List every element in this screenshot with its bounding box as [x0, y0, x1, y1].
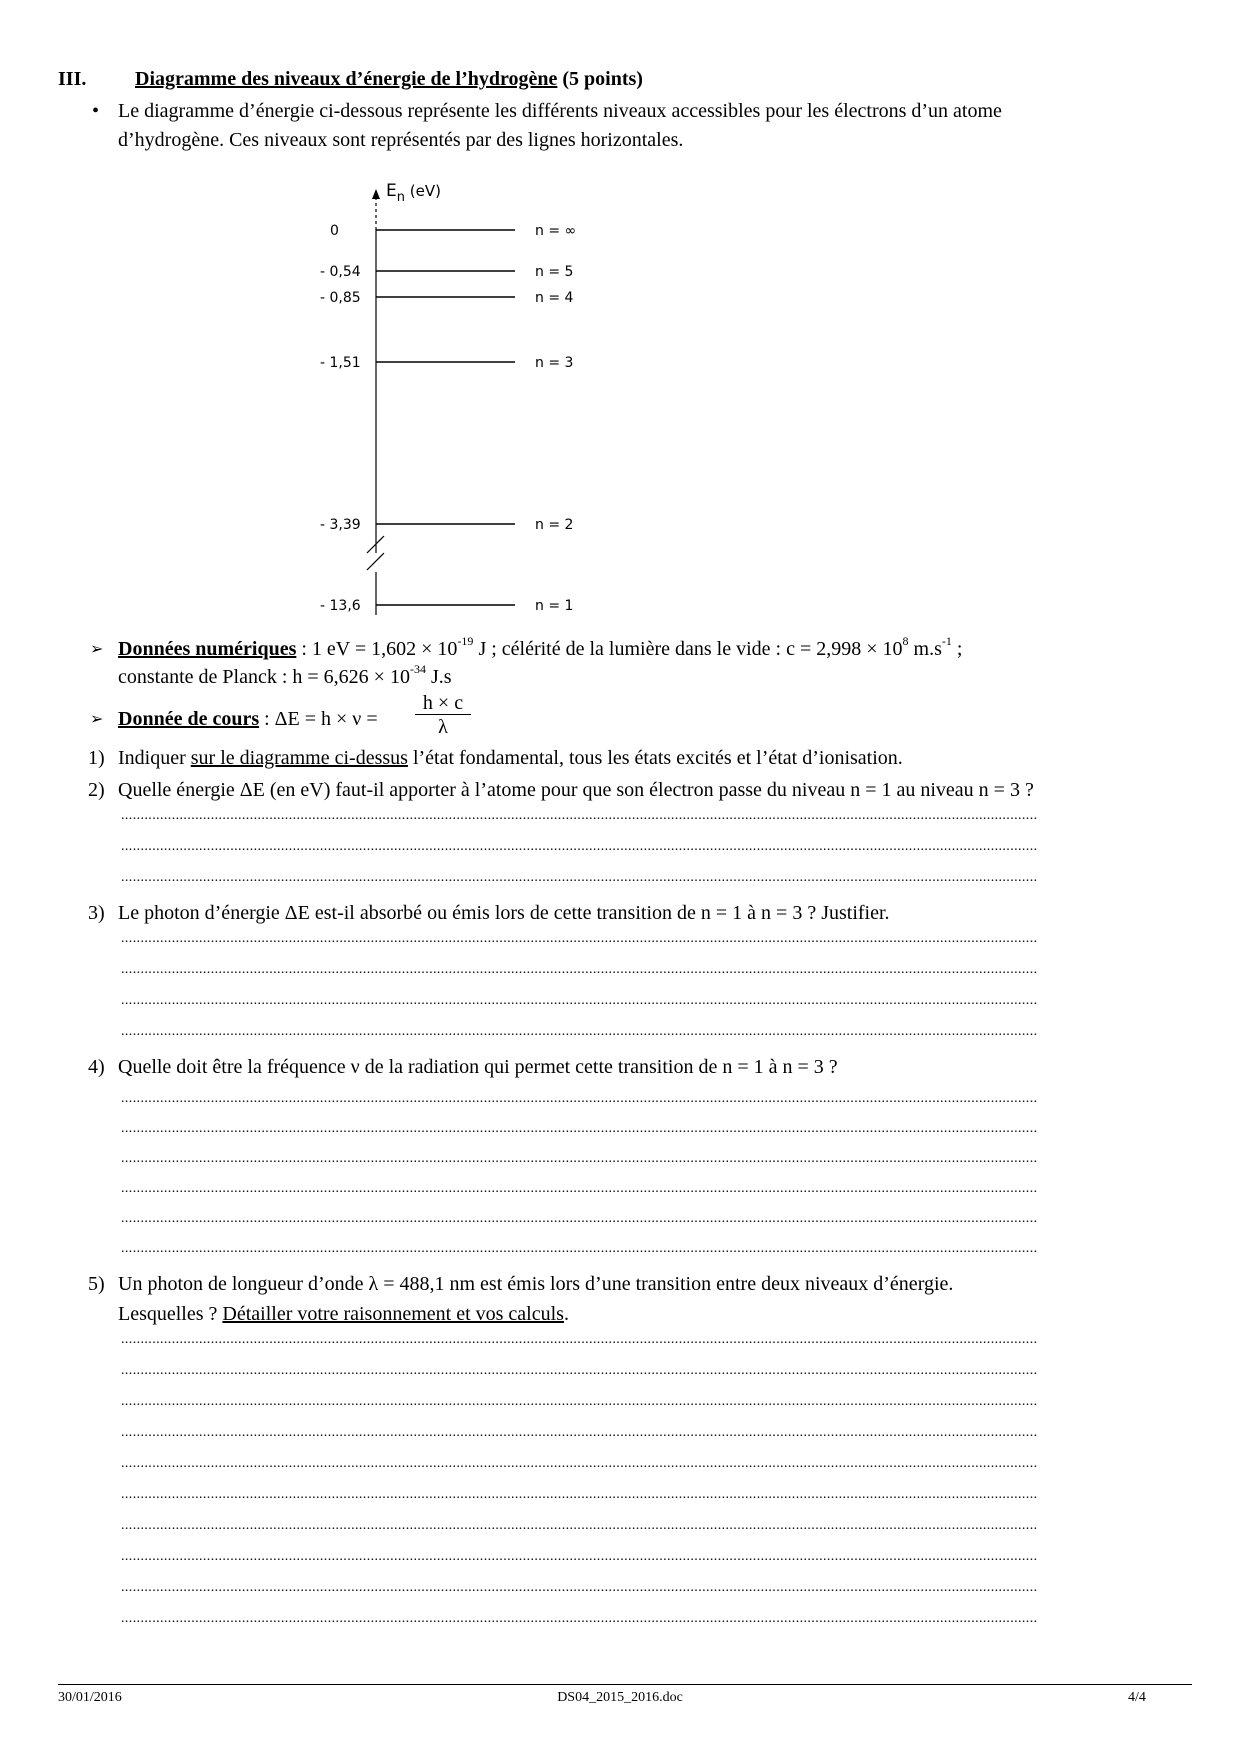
answer-line[interactable]: ...........................................................................................................................................................................................................................................: [121, 1611, 1038, 1626]
answer-line[interactable]: ...........................................................................................................................................................................................................................................: [121, 1181, 1038, 1196]
svg-text:n = ∞: n = ∞: [535, 223, 577, 239]
fraction-numerator: h × c: [415, 692, 471, 715]
answer-line[interactable]: ...........................................................................................................................................................................................................................................: [121, 1241, 1038, 1256]
svg-text:n = 3: n = 3: [535, 355, 574, 371]
arrow-bullet-icon: ➢: [90, 711, 104, 728]
section-title: Diagramme des niveaux d’énergie de l’hydrogène: [135, 68, 558, 90]
svg-text:0: 0: [330, 223, 339, 239]
svg-text:n = 4: n = 4: [535, 290, 574, 306]
answer-line[interactable]: ...........................................................................................................................................................................................................................................: [121, 993, 1038, 1008]
svg-text:n = 5: n = 5: [535, 264, 574, 280]
answer-line[interactable]: ...........................................................................................................................................................................................................................................: [121, 1332, 1038, 1347]
level-n-3: [320, 355, 573, 371]
svg-text:- 13,6: - 13,6: [320, 598, 361, 614]
answer-line[interactable]: ...........................................................................................................................................................................................................................................: [121, 1456, 1038, 1471]
footer-date: 30/01/2016: [58, 1690, 122, 1705]
answer-line[interactable]: ...........................................................................................................................................................................................................................................: [121, 1580, 1038, 1595]
answer-line[interactable]: ...........................................................................................................................................................................................................................................: [121, 808, 1038, 823]
energy-level-diagram: [0, 0, 1240, 640]
question-5-text-line-1: Un photon de longueur d’onde λ = 488,1 nm est émis lors d’une transition entre deux niveaux d’énergie.: [118, 1273, 954, 1295]
intro-line-2: d’hydrogène. Ces niveaux sont représentés par des lignes horizontales.: [118, 129, 684, 151]
answer-line[interactable]: ...........................................................................................................................................................................................................................................: [121, 1211, 1038, 1226]
question-number: 5): [88, 1273, 105, 1295]
course-data-line: Donnée de cours : ΔE = h × ν =: [118, 708, 378, 730]
level-n-5: [320, 264, 573, 280]
answer-line[interactable]: ...........................................................................................................................................................................................................................................: [121, 1091, 1038, 1106]
question-5-text-line-2: Lesquelles ? Détailler votre raisonnement et vos calculs.: [118, 1303, 569, 1325]
answer-line[interactable]: ...........................................................................................................................................................................................................................................: [121, 1121, 1038, 1136]
answer-line[interactable]: ...........................................................................................................................................................................................................................................: [121, 1487, 1038, 1502]
answer-line[interactable]: ...........................................................................................................................................................................................................................................: [121, 1024, 1038, 1039]
answer-line[interactable]: ...........................................................................................................................................................................................................................................: [121, 1425, 1038, 1440]
svg-text:n = 1: n = 1: [535, 598, 574, 614]
answer-line[interactable]: ...........................................................................................................................................................................................................................................: [121, 962, 1038, 977]
axis-arrow-icon: [372, 189, 380, 199]
arrow-bullet-icon: ➢: [90, 641, 104, 658]
svg-text:n = 2: n = 2: [535, 517, 574, 533]
axis-label: $E_n$ (eV): [386, 181, 441, 205]
answer-line[interactable]: ...........................................................................................................................................................................................................................................: [121, 839, 1038, 854]
answer-line[interactable]: ...........................................................................................................................................................................................................................................: [121, 870, 1038, 885]
fraction-denominator: λ: [438, 716, 448, 738]
footer-filename: DS04_2015_2016.doc: [557, 1690, 683, 1705]
svg-text:- 0,85: - 0,85: [320, 290, 361, 306]
bullet-icon: •: [92, 100, 100, 122]
planck-constant-line: constante de Planck : $h = 6,626 \times 10^{-34}$ J.s: [118, 662, 452, 688]
level-n-2: [320, 517, 573, 533]
answer-line[interactable]: ...........................................................................................................................................................................................................................................: [121, 931, 1038, 946]
formula-fraction: [415, 692, 471, 739]
answer-line[interactable]: ...........................................................................................................................................................................................................................................: [121, 1394, 1038, 1409]
question-number: 3): [88, 902, 105, 924]
numeric-data-line: Données numériques : 1 eV = $1,602 \times 10^{-19}$ J ; célérité de la lumière dans le vide : $c = 2,998 \times 10^8$ $m.s^{-1}$ ;: [118, 634, 963, 660]
question-4-text: Quelle doit être la fréquence ν de la radiation qui permet cette transition de n = 1 à n = 3 ?: [118, 1056, 838, 1078]
svg-text:- 3,39: - 3,39: [320, 517, 361, 533]
answer-line[interactable]: ...........................................................................................................................................................................................................................................: [121, 1363, 1038, 1378]
level-n-4: [320, 290, 574, 306]
level-n-infinity: [330, 223, 576, 239]
intro-line-1: Le diagramme d’énergie ci-dessous représente les différents niveaux accessibles pour les électrons d’un atome: [118, 100, 1002, 122]
footer-divider: [58, 1684, 1192, 1685]
answer-line[interactable]: ...........................................................................................................................................................................................................................................: [121, 1151, 1038, 1166]
level-n-1: [320, 598, 573, 614]
footer-page: 4/4: [1128, 1690, 1146, 1705]
section-number: III.: [58, 68, 87, 90]
svg-text:- 1,51: - 1,51: [320, 355, 361, 371]
question-2-text: Quelle énergie ΔE (en eV) faut-il apporter à l’atome pour que son électron passe du niveau n = 1 au niveau n = 3 ?: [118, 779, 1034, 801]
question-number: 4): [88, 1056, 105, 1078]
answer-line[interactable]: ...........................................................................................................................................................................................................................................: [121, 1549, 1038, 1564]
question-1-text: Indiquer sur le diagramme ci-dessus l’état fondamental, tous les états excités et l’état d’ionisation.: [118, 747, 903, 769]
question-number: 1): [88, 747, 105, 769]
answer-line[interactable]: ...........................................................................................................................................................................................................................................: [121, 1518, 1038, 1533]
section-points: (5 points): [562, 68, 643, 90]
svg-text:- 0,54: - 0,54: [320, 264, 361, 280]
question-number: 2): [88, 779, 105, 801]
question-3-text: Le photon d’énergie ΔE est-il absorbé ou émis lors de cette transition de n = 1 à n = 3 ? Justifier.: [118, 902, 890, 924]
axis-break-mark-2: [367, 553, 384, 570]
